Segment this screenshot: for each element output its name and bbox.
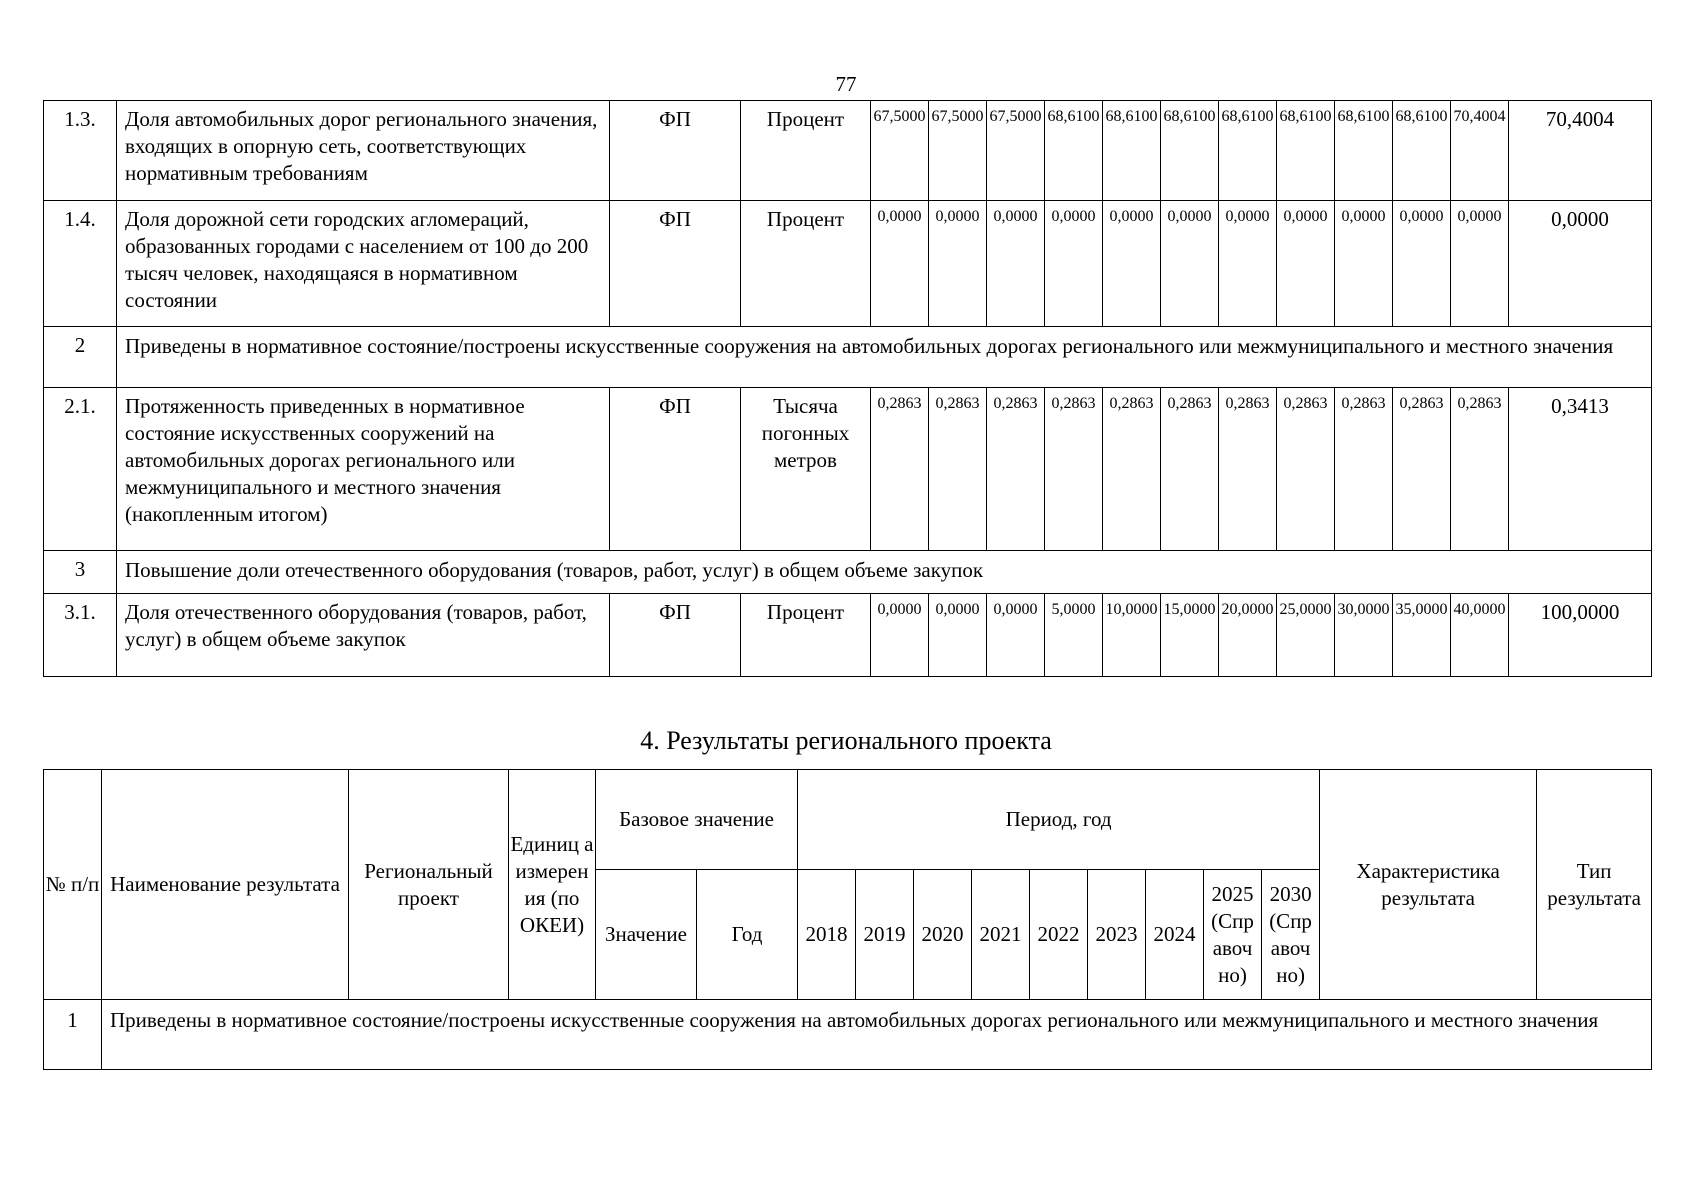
result-row-num: 1 xyxy=(44,1000,102,1070)
results-section-title: 4. Результаты регионального проекта xyxy=(640,726,1052,755)
section-title: Повышение доли отечественного оборудования (товаров, работ, услуг) в общем объеме закупок xyxy=(117,551,1652,594)
indicator-year-value: 67,5000 xyxy=(987,101,1045,201)
header-year: 2020 xyxy=(914,870,972,1000)
indicator-final-value: 0,0000 xyxy=(1509,201,1652,327)
indicator-source: ФП xyxy=(610,388,741,551)
indicator-row xyxy=(44,201,1652,327)
header-characteristic: Характеристика результата xyxy=(1320,770,1537,1000)
indicator-year-value: 0,0000 xyxy=(871,201,929,327)
indicator-year-value: 35,0000 xyxy=(1393,594,1451,677)
indicator-source: ФП xyxy=(610,594,741,677)
indicator-year-value: 0,0000 xyxy=(1045,201,1103,327)
header-year: 2021 xyxy=(972,870,1030,1000)
header-year: 2022 xyxy=(1030,870,1088,1000)
header-base-value-year: Год xyxy=(697,870,798,1000)
indicator-year-value: 0,2863 xyxy=(1335,388,1393,551)
indicator-year-value: 0,0000 xyxy=(871,594,929,677)
indicator-year-value: 15,0000 xyxy=(1161,594,1219,677)
indicator-number: 2.1. xyxy=(44,388,117,551)
indicator-year-value: 40,0000 xyxy=(1451,594,1509,677)
indicator-number: 1.4. xyxy=(44,201,117,327)
indicator-year-value: 0,2863 xyxy=(1393,388,1451,551)
section-title: Приведены в нормативное состояние/построены искусственные сооружения на автомобильных дорогах регионального или межмуниципального и местного значения xyxy=(117,327,1652,388)
indicator-row xyxy=(44,101,1652,201)
indicator-year-value: 20,0000 xyxy=(1219,594,1277,677)
indicator-name: Доля дорожной сети городских агломераций, образованных городами с населением от 100 до 200 тысяч человек, находящаяся в нормативном состоянии xyxy=(117,201,610,327)
indicator-year-value: 0,2863 xyxy=(987,388,1045,551)
indicator-unit: Процент xyxy=(741,101,871,201)
section-number: 3 xyxy=(44,551,117,594)
header-period: Период, год xyxy=(798,770,1320,870)
indicator-year-value: 68,6100 xyxy=(1277,101,1335,201)
indicator-year-value: 0,0000 xyxy=(987,201,1045,327)
indicator-year-value: 0,0000 xyxy=(1161,201,1219,327)
results-table xyxy=(43,769,1652,1070)
header-regional-project: Региональный проект xyxy=(349,770,509,1000)
indicator-year-value: 30,0000 xyxy=(1335,594,1393,677)
indicator-year-value: 25,0000 xyxy=(1277,594,1335,677)
indicator-source: ФП xyxy=(610,101,741,201)
header-type: Тип результата xyxy=(1537,770,1652,1000)
header-year-2030: 2030 (Спр авоч но) xyxy=(1262,870,1320,1000)
result-row-title: Приведены в нормативное состояние/построены искусственные сооружения на автомобильных дорогах регионального или межмуниципального и местного значения xyxy=(102,1000,1652,1070)
indicator-year-value: 70,4004 xyxy=(1451,101,1509,201)
header-result-name: Наименование результата xyxy=(102,770,349,1000)
indicator-year-value: 0,0000 xyxy=(929,201,987,327)
section-number: 2 xyxy=(44,327,117,388)
header-year-2025: 2025 (Спр авоч но) xyxy=(1204,870,1262,1000)
indicator-final-value: 100,0000 xyxy=(1509,594,1652,677)
section-row xyxy=(44,327,1652,388)
indicator-year-value: 68,6100 xyxy=(1045,101,1103,201)
indicator-year-value: 10,0000 xyxy=(1103,594,1161,677)
indicator-year-value: 0,0000 xyxy=(1277,201,1335,327)
indicator-unit: Процент xyxy=(741,594,871,677)
indicator-unit: Процент xyxy=(741,201,871,327)
header-year: 2018 xyxy=(798,870,856,1000)
indicator-year-value: 67,5000 xyxy=(929,101,987,201)
header-base-value-value: Значение xyxy=(596,870,697,1000)
indicator-number: 3.1. xyxy=(44,594,117,677)
indicator-year-value: 68,6100 xyxy=(1335,101,1393,201)
indicator-name: Доля автомобильных дорог регионального значения, входящих в опорную сеть, соответствующих нормативным требованиям xyxy=(117,101,610,201)
indicator-row xyxy=(44,594,1652,677)
indicator-year-value: 0,0000 xyxy=(929,594,987,677)
indicator-final-value: 70,4004 xyxy=(1509,101,1652,201)
indicator-year-value: 0,0000 xyxy=(1451,201,1509,327)
indicator-year-value: 0,2863 xyxy=(1277,388,1335,551)
indicator-year-value: 68,6100 xyxy=(1219,101,1277,201)
indicator-year-value: 68,6100 xyxy=(1393,101,1451,201)
indicator-name: Протяженность приведенных в нормативное состояние искусственных сооружений на автомобильных дорогах регионального или межмуниципального и местного значения (накопленным итогом) xyxy=(117,388,610,551)
indicator-source: ФП xyxy=(610,201,741,327)
indicator-year-value: 0,0000 xyxy=(1219,201,1277,327)
indicator-name: Доля отечественного оборудования (товаров, работ, услуг) в общем объеме закупок xyxy=(117,594,610,677)
header-year: 2023 xyxy=(1088,870,1146,1000)
indicator-year-value: 68,6100 xyxy=(1103,101,1161,201)
indicator-final-value: 0,3413 xyxy=(1509,388,1652,551)
indicator-year-value: 0,0000 xyxy=(1103,201,1161,327)
header-year: 2024 xyxy=(1146,870,1204,1000)
indicator-number: 1.3. xyxy=(44,101,117,201)
header-year: 2019 xyxy=(856,870,914,1000)
indicator-year-value: 0,2863 xyxy=(1219,388,1277,551)
indicator-year-value: 0,0000 xyxy=(987,594,1045,677)
indicator-unit: Тысяча погонных метров xyxy=(741,388,871,551)
header-base-value: Базовое значение xyxy=(596,770,798,870)
indicator-year-value: 0,2863 xyxy=(929,388,987,551)
indicator-year-value: 0,0000 xyxy=(1335,201,1393,327)
section-row xyxy=(44,551,1652,594)
header-num: № п/п xyxy=(44,770,102,1000)
indicator-year-value: 0,2863 xyxy=(1161,388,1219,551)
indicator-year-value: 0,0000 xyxy=(1393,201,1451,327)
header-unit: Единиц а измерен ия (по ОКЕИ) xyxy=(509,770,596,1000)
indicator-year-value: 5,0000 xyxy=(1045,594,1103,677)
indicator-year-value: 68,6100 xyxy=(1161,101,1219,201)
indicator-year-value: 0,2863 xyxy=(871,388,929,551)
indicator-row xyxy=(44,388,1652,551)
indicator-year-value: 0,2863 xyxy=(1451,388,1509,551)
page-number: 77 xyxy=(835,72,857,96)
indicator-year-value: 0,2863 xyxy=(1103,388,1161,551)
indicators-table xyxy=(43,100,1652,677)
indicator-year-value: 0,2863 xyxy=(1045,388,1103,551)
indicator-year-value: 67,5000 xyxy=(871,101,929,201)
